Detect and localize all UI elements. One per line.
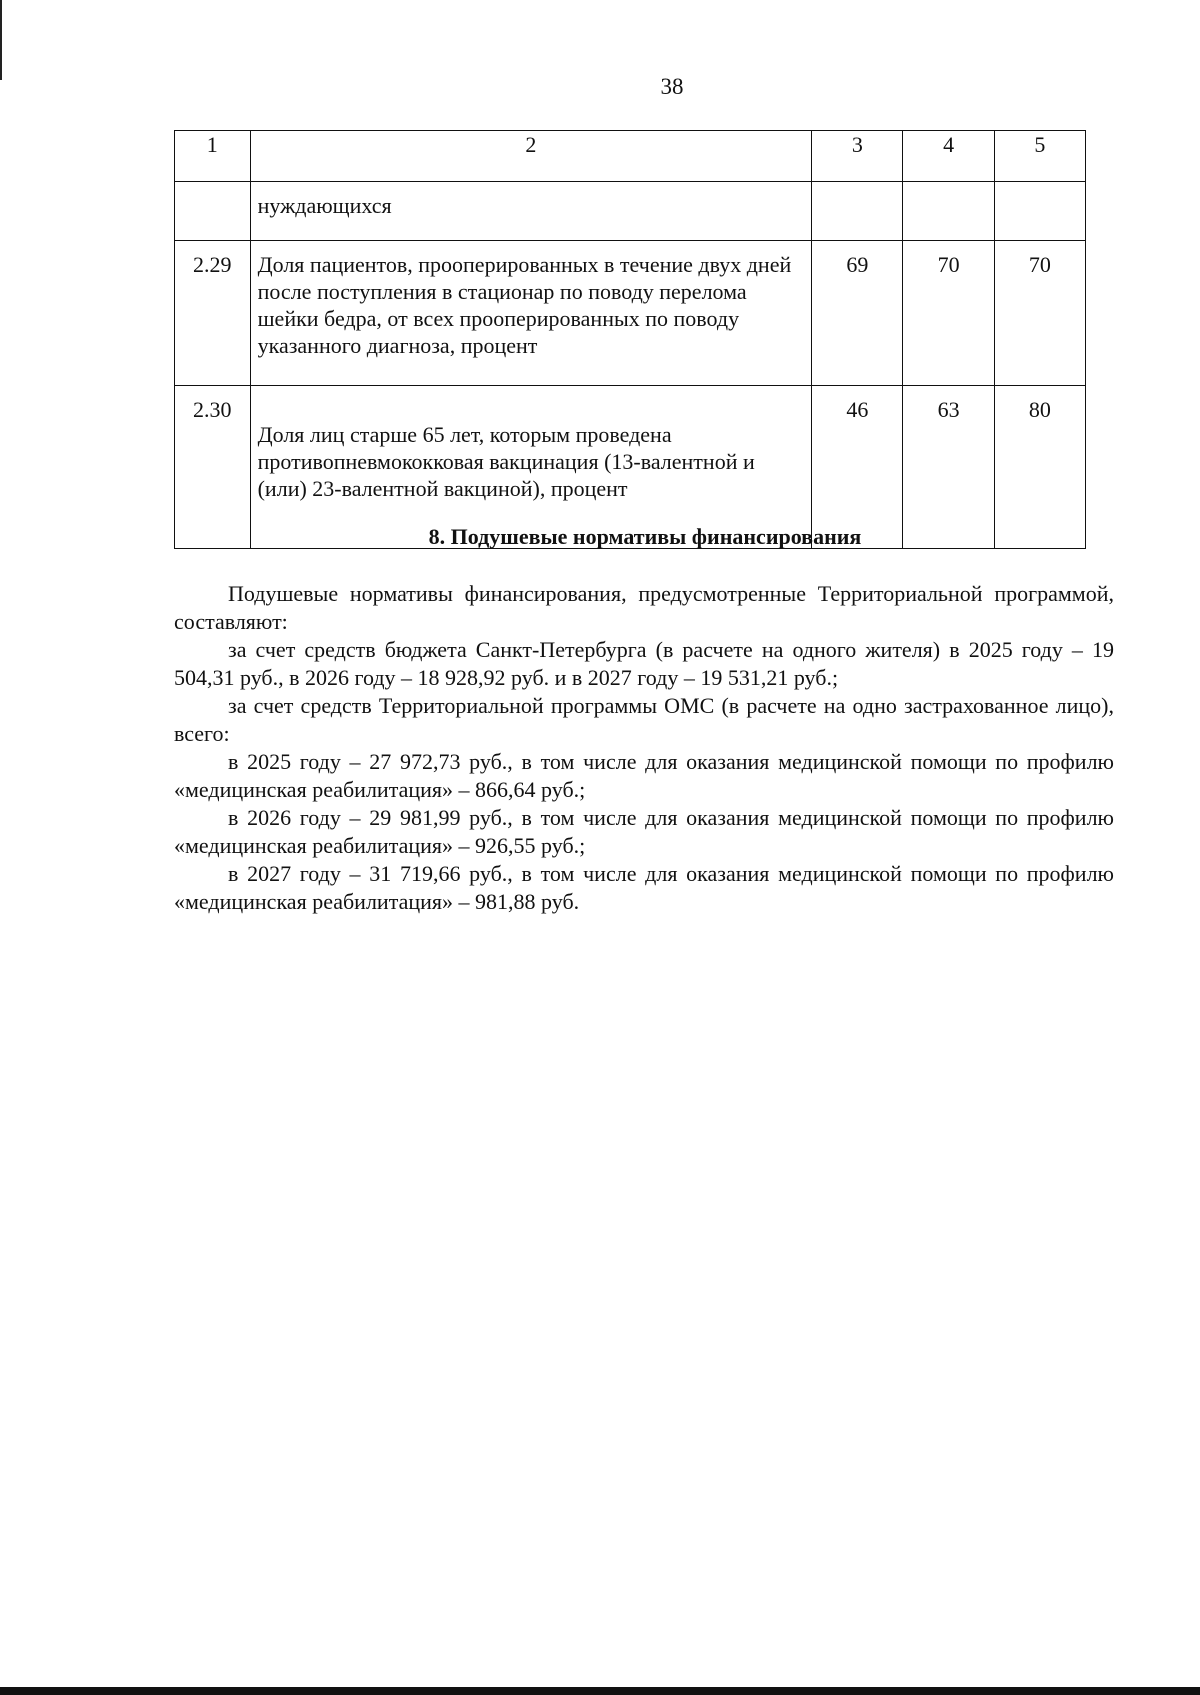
row-value-3: 46 [812, 386, 903, 549]
row-description: нуждающихся [250, 182, 812, 241]
header-cell-1: 1 [175, 131, 251, 182]
row-description: Доля лиц старше 65 лет, которым проведена противопневмококковая вакцинация (13-валентной и (или) 23-валентной вакциной), процент [250, 386, 812, 549]
paragraph: в 2027 году – 31 719,66 руб., в том числе для оказания медицинской помощи по профилю «медицинская реабилитация» – 981,88 руб. [174, 861, 1114, 914]
row-value-3: 69 [812, 241, 903, 386]
header-cell-5: 5 [994, 131, 1085, 182]
row-value-5: 80 [994, 386, 1085, 549]
section-body [174, 580, 1114, 916]
paragraph: за счет средств бюджета Санкт-Петербурга (в расчете на одного жителя) в 2025 году – 19 504,31 руб., в 2026 году – 18 928,92 руб. и в 2027 году – 19 531,21 руб.; [174, 637, 1114, 690]
page-number: 38 [660, 74, 684, 99]
paragraph: в 2025 году – 27 972,73 руб., в том числе для оказания медицинской помощи по профилю «медицинская реабилитация» – 866,64 руб.; [174, 749, 1114, 802]
scan-bottom-band [0, 1687, 1200, 1695]
row-number: 2.30 [175, 386, 251, 549]
indicators-table [174, 130, 1086, 549]
row-number [175, 182, 251, 241]
paragraph: в 2026 году – 29 981,99 руб., в том числе для оказания медицинской помощи по профилю «медицинская реабилитация» – 926,55 руб.; [174, 805, 1114, 858]
section-title: 8. Подушевые нормативы финансирования [428, 524, 862, 549]
row-value-4 [903, 182, 994, 241]
row-number: 2.29 [175, 241, 251, 386]
header-cell-2: 2 [250, 131, 812, 182]
row-value-4: 63 [903, 386, 994, 549]
row-value-4: 70 [903, 241, 994, 386]
row-description: Доля пациентов, прооперированных в течение двух дней после поступления в стационар по поводу перелома шейки бедра, от всех прооперированных по поводу указанного диагноза, процент [250, 241, 812, 386]
header-cell-3: 3 [812, 131, 903, 182]
table-row [175, 241, 1086, 386]
scan-edge-mark [0, 0, 2, 80]
paragraph: Подушевые нормативы финансирования, предусмотренные Территориальной программой, составляют: [174, 581, 1114, 634]
row-value-5: 70 [994, 241, 1085, 386]
row-value-5 [994, 182, 1085, 241]
row-value-3 [812, 182, 903, 241]
paragraph: за счет средств Территориальной программы ОМС (в расчете на одно застрахованное лицо), всего: [174, 693, 1114, 746]
table-row [175, 182, 1086, 241]
header-cell-4: 4 [903, 131, 994, 182]
table-header-row [175, 131, 1086, 182]
